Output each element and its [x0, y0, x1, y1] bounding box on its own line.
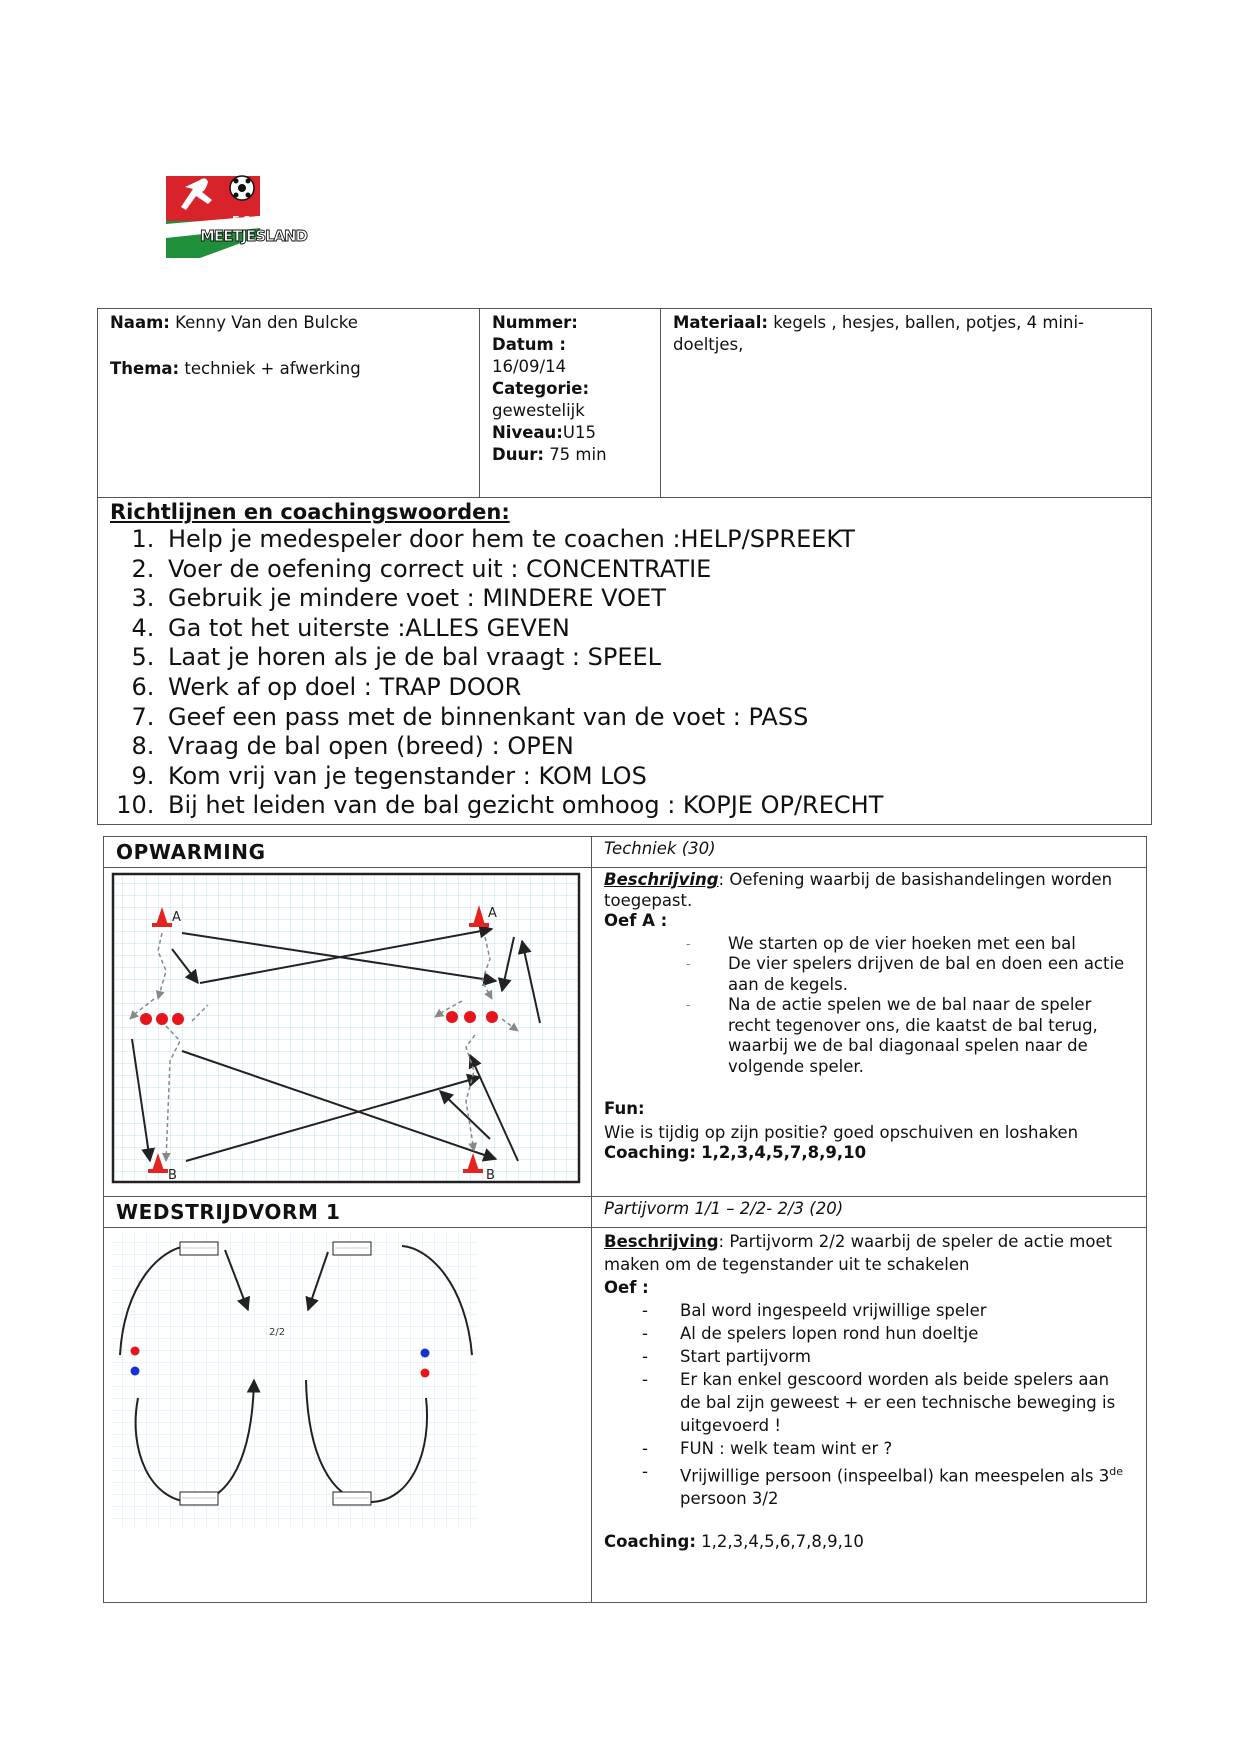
warmup-beschrijving: : Oefening waarbij de basishandelingen worden toegepast. — [604, 870, 1113, 910]
guideline-item: 3. Gebruik je mindere voet : MINDERE VOET — [162, 584, 1139, 614]
logo-line2: MEETJESLAND — [200, 227, 308, 245]
match-diagram-cell — [104, 1227, 592, 1602]
guideline-item: 4. Ga tot het uiterste :ALLES GEVEN — [162, 614, 1139, 644]
warmup-text-cell — [592, 868, 1147, 1197]
match-step-text: Vrijwillige persoon (inspeelbal) kan meespelen als 3 — [680, 1466, 1110, 1485]
match-text-cell — [592, 1227, 1147, 1602]
materiaal-label: Materiaal: — [673, 313, 768, 332]
match-title-cell — [104, 1196, 592, 1227]
warmup-fun-label: Fun: — [604, 1099, 645, 1118]
duur-label: Duur: — [492, 445, 544, 464]
cone-a-label: A — [172, 910, 181, 925]
guidelines-cell — [98, 498, 1152, 825]
guidelines-list — [110, 525, 1139, 821]
match-step — [604, 1460, 1134, 1511]
guidelines-title: Richtlijnen en coachingswoorden: — [110, 500, 510, 524]
naam-value: Kenny Van den Bulcke — [175, 313, 358, 332]
session-info-table — [97, 308, 1152, 825]
warmup-title-cell — [104, 837, 592, 868]
match-beschrijving: : Partijvorm 2/2 waarbij de speler de actie moet maken om de tegenstander uit te schakelen — [604, 1231, 1113, 1274]
categorie-label: Categorie: — [492, 379, 590, 398]
match-step-sup: de — [1109, 1464, 1124, 1478]
guideline-item: 8. Vraag de bal open (breed) : OPEN — [162, 732, 1139, 762]
warmup-fun: Wie is tijdig op zijn positie? goed opschuiven en loshaken — [604, 1122, 1079, 1142]
match-subtitle: Partijvorm 1/1 – 2/2- 2/3 (20) — [592, 1196, 1147, 1227]
warmup-coaching-label: Coaching: — [604, 1143, 696, 1162]
guideline-item: 7. Geef een pass met de binnenkant van de voet : PASS — [162, 703, 1139, 733]
thema-label: Thema: — [110, 359, 180, 378]
cone-b-label: B — [486, 1168, 495, 1183]
materiaal-cell — [661, 309, 1152, 498]
niveau-label: Niveau: — [492, 423, 563, 442]
nummer-label: Nummer: — [492, 313, 578, 332]
match-step: - Er kan enkel gescoord worden als beide spelers aan de bal zijn geweest + er een technische beweging is uitgevoerd ! — [604, 1368, 1134, 1437]
categorie-value: gewestelijk — [492, 401, 585, 420]
warmup-step: - We starten op de vier hoeken met een bal — [604, 934, 1134, 955]
warmup-coaching: 1,2,3,4,5,7,8,9,10 — [701, 1143, 867, 1162]
match-steps — [604, 1299, 1134, 1511]
match-beschrijving-label: Beschrijving — [604, 1231, 719, 1251]
exercise-table — [103, 836, 1147, 1603]
warmup-beschrijving-label: Beschrijving — [604, 870, 719, 889]
match-title: WEDSTRIJDVORM 1 — [116, 1199, 341, 1224]
match-step: - Al de spelers lopen rond hun doeltje — [604, 1322, 1134, 1345]
warmup-subtitle: Techniek (30) — [592, 837, 1147, 868]
guideline-item: 9. Kom vrij van je tegenstander : KOM LOS — [162, 762, 1139, 792]
match-step: - Start partijvorm — [604, 1345, 1134, 1368]
datum-label: Datum : — [492, 335, 567, 354]
duur-value: 75 min — [549, 445, 607, 464]
warmup-title: OPWARMING — [116, 840, 266, 864]
match-step: - FUN : welk team wint er ? — [604, 1437, 1134, 1460]
logo-line1: F.C.E. — [232, 214, 267, 227]
cone-a-label: A — [488, 906, 497, 921]
match-diagram — [110, 1230, 480, 1530]
match-coaching: 1,2,3,4,5,6,7,8,9,10 — [701, 1532, 864, 1551]
match-step-tail: persoon 3/2 — [680, 1489, 779, 1508]
warmup-steps — [604, 934, 1134, 1078]
guideline-item: 5. Laat je horen als je de bal vraagt : SPEEL — [162, 643, 1139, 673]
naam-label: Naam: — [110, 313, 170, 332]
cone-b-label: B — [168, 1168, 177, 1183]
materiaal-value: kegels , hesjes, ballen, potjes, 4 mini-doeltjes, — [673, 313, 1084, 354]
guideline-item: 6. Werk af op doel : TRAP DOOR — [162, 673, 1139, 703]
guideline-item: 1. Help je medespeler door hem te coachen :HELP/SPREEKT — [162, 525, 1139, 555]
center-label: 2/2 — [269, 1326, 286, 1338]
guideline-item: 2. Voer de oefening correct uit : CONCENTRATIE — [162, 555, 1139, 585]
match-coaching-label: Coaching: — [604, 1532, 696, 1551]
warmup-diagram-cell — [104, 868, 592, 1197]
club-logo — [160, 166, 310, 271]
datum-value: 16/09/14 — [492, 357, 567, 376]
match-step: - Bal word ingespeeld vrijwillige speler — [604, 1299, 1134, 1322]
niveau-value: U15 — [562, 423, 596, 442]
guideline-item: 10. Bij het leiden van de bal gezicht omhoog : KOPJE OP/RECHT — [162, 791, 1139, 821]
thema-value: techniek + afwerking — [184, 359, 361, 378]
warmup-step: - De vier spelers drijven de bal en doen een actie aan de kegels. — [604, 954, 1134, 995]
warmup-diagram — [110, 871, 585, 1187]
warmup-oef-label: Oef A : — [604, 911, 668, 930]
naam-thema-cell — [98, 309, 480, 498]
match-oef-label: Oef : — [604, 1277, 649, 1297]
warmup-step: - Na de actie spelen we de bal naar de speler recht tegenover ons, die kaatst de bal terug, waarbij we de bal diagonaal spelen naar de volgende speler. — [604, 995, 1134, 1077]
meta-cell — [480, 309, 661, 498]
